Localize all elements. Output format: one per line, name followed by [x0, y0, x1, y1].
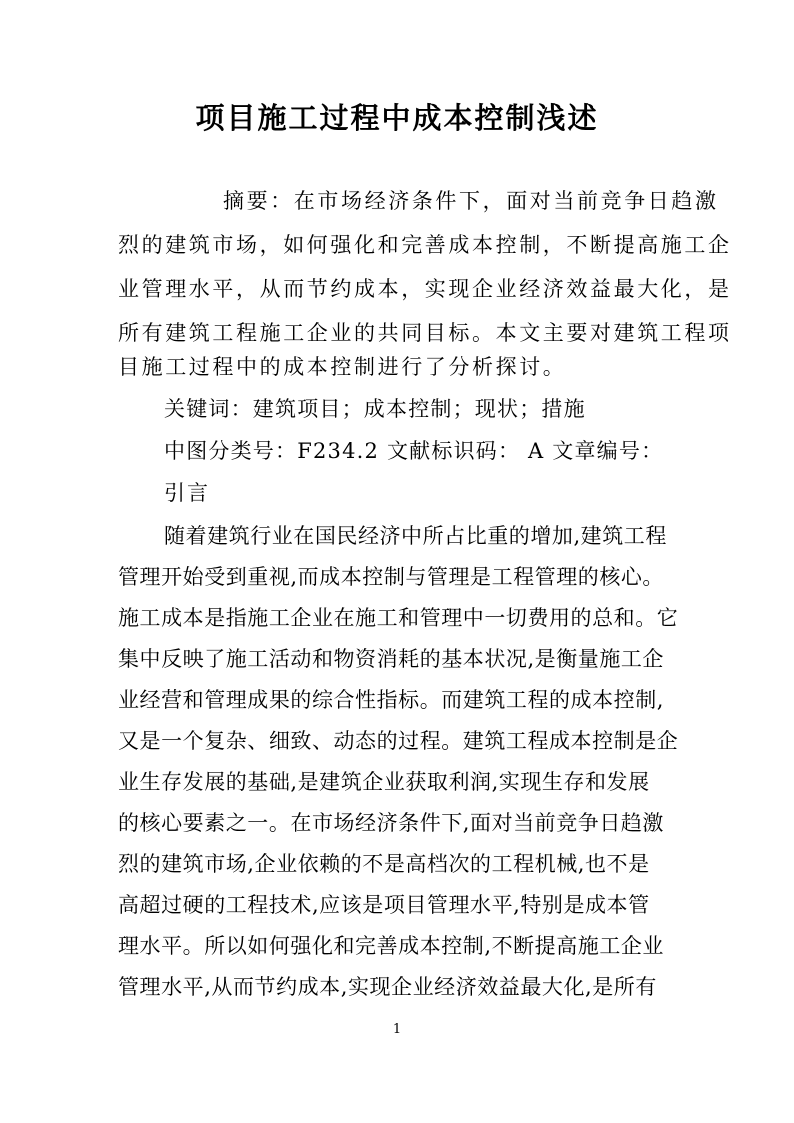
abstract-line: 业管理水平，从而节约成本，实现企业经济效益最大化，是 [118, 277, 732, 301]
body-line: 又是一个复杂、细致、动态的过程。建筑工程成本控制是企 [118, 729, 679, 753]
body-line: 业经营和管理成果的综合性指标。而建筑工程的成本控制, [118, 688, 664, 712]
body-line: 管理水平,从而节约成本,实现企业经济效益最大化,是所有 [118, 975, 657, 999]
body-line: 随着建筑行业在国民经济中所占比重的增加,建筑工程 [164, 524, 667, 548]
body-line: 集中反映了施工活动和物资消耗的基本状况,是衡量施工企 [118, 647, 664, 671]
page-number: 1 [392, 1022, 402, 1037]
abstract-line: 目施工过程中的成本控制进行了分析探讨。 [118, 355, 567, 379]
abstract-line: 摘要：在市场经济条件下，面对当前竞争日趋激 [223, 189, 719, 213]
body-line: 高超过硬的工程技术,应该是项目管理水平,特别是成本管 [118, 893, 650, 917]
body-line: 烈的建筑市场,企业依赖的不是高档次的工程机械,也不是 [118, 852, 650, 876]
keywords-line: 关键词：建筑项目；成本控制；现状；措施 [164, 397, 586, 421]
body-line: 施工成本是指施工企业在施工和管理中一切费用的总和。它 [118, 606, 679, 630]
body-line: 的核心要素之一。在市场经济条件下,面对当前竞争日趋激 [118, 811, 664, 835]
body-line: 理水平。所以如何强化和完善成本控制,不断提高施工企业 [118, 934, 664, 958]
body-line: 业生存发展的基础,是建筑企业获取利润,实现生存和发展 [118, 770, 650, 794]
abstract-line: 烈的建筑市场，如何强化和完善成本控制，不断提高施工企 [118, 233, 732, 257]
body-line: 管理开始受到重视,而成本控制与管理是工程管理的核心。 [118, 565, 664, 589]
document-title: 项目施工过程中成本控制浅述 [195, 101, 599, 135]
abstract-line: 所有建筑工程施工企业的共同目标。本文主要对建筑工程项 [118, 321, 732, 345]
intro-heading: 引言 [164, 481, 210, 505]
classification-line: 中图分类号：F234.2 文献标识码： A 文章编号： [164, 439, 664, 463]
